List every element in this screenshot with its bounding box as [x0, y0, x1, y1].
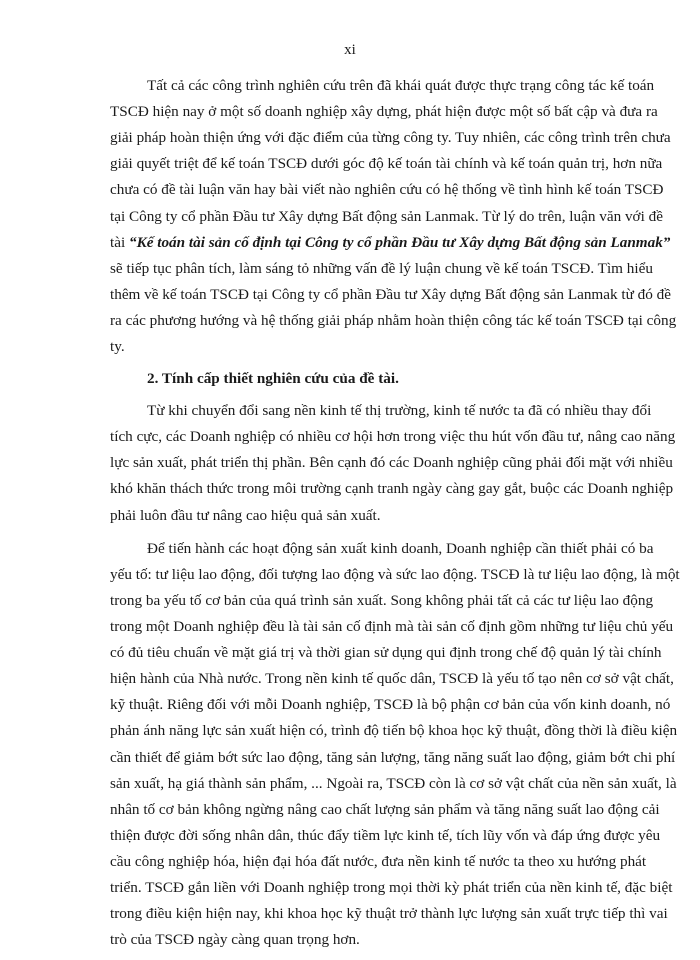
paragraph-3-line: hiện hành của Nhà nước. Trong nền kinh tế quốc dân, TSCĐ là yếu tố tạo nên cơ sở vật chất,	[110, 670, 674, 688]
paragraph-3-line: trong một Doanh nghiệp đều là tài sản cố định mà tài sản cố định gồm những tư liệu chủ yếu	[110, 617, 674, 635]
paragraph-1-line: sẽ tiếp tục phân tích, làm sáng tỏ những vấn đề lý luận chung về kế toán TSCĐ. Tìm hiểu	[110, 259, 653, 277]
paragraph-1-line: Tất cả các công trình nghiên cứu trên đã khái quát được thực trạng công tác kế toán	[147, 77, 655, 94]
paragraph-3-line: nhân tố cơ bản không ngừng nâng cao chất lượng sản phẩm và tăng năng suất lao động cải	[110, 800, 660, 818]
paragraph-1-line: giải quyết triệt để kế toán TSCĐ dưới góc độ kế toán tài chính và kế toán quản trị, hơn nữa	[110, 155, 663, 173]
paragraph-3-line: yếu tố: tư liệu lao động, đối tượng lao động và sức lao động. TSCĐ là tư liệu lao động, là một	[110, 565, 680, 583]
paragraph-3-line: triển. TSCĐ gắn liền với Doanh nghiệp trong mọi thời kỳ phát triển của nền kinh tế, đặc biệt	[110, 879, 673, 897]
paragraph-1-line: tại Công ty cổ phần Đầu tư Xây dựng Bất động sản Lanmak. Từ lý do trên, luận văn với đề	[110, 207, 663, 225]
paragraph-2-line: khó khăn thách thức trong môi trường cạnh tranh ngày càng gay gắt, buộc các Doanh nghiệp	[110, 480, 674, 498]
paragraph-3-line: kỹ thuật. Riêng đối với mỗi Doanh nghiệp, TSCĐ là bộ phận cơ bản của vốn kinh doanh, nó	[110, 696, 671, 714]
paragraph-1-line	[110, 233, 671, 253]
paragraph-3-line: cần thiết để giảm bớt sức lao động, tăng sản lượng, tăng năng suất lao động, giảm bớt chi phí	[110, 748, 676, 766]
section-2-heading: 2. Tính cấp thiết nghiên cứu của đề tài.	[147, 370, 399, 388]
paragraph-3-line: Để tiến hành các hoạt động sản xuất kinh doanh, Doanh nghiệp cần thiết phải có ba	[147, 539, 654, 557]
paragraph-3-line: cầu công nghiệp hóa, hiện đại hóa đất nước, đưa nền kinh tế nước ta theo xu hướng phát	[110, 852, 647, 870]
paragraph-1-line: ty.	[110, 338, 125, 356]
paragraph-1-line: TSCĐ hiện nay ở một số doanh nghiệp xây dựng, phát hiện được một số bất cập và đưa ra	[110, 103, 658, 121]
paragraph-2-line: Từ khi chuyển đổi sang nền kinh tế thị trường, kinh tế nước ta đã có nhiều thay đổi	[147, 402, 652, 420]
paragraph-1-text: tài	[110, 233, 129, 251]
thesis-title: “Kế toán tài sản cố định tại Công ty cổ phần Đầu tư Xây dựng Bất động sản Lanmak”	[128, 233, 671, 251]
paragraph-3-line: trò của TSCĐ ngày càng quan trọng hơn.	[110, 931, 360, 949]
paragraph-3-line: có đủ tiêu chuẩn về mặt giá trị và thời gian sử dụng qui định trong chế độ quản lý tài chính	[110, 644, 662, 662]
paragraph-2-line: lực sản xuất, phát triển thị phần. Bên cạnh đó các Doanh nghiệp cũng phải đối mặt với nhiều	[110, 454, 673, 472]
paragraph-1-line: ra các phương hướng và hệ thống giải pháp nhằm hoàn thiện công tác kế toán TSCĐ tại công	[110, 312, 677, 329]
paragraph-2-line: tích cực, các Doanh nghiệp có nhiều cơ hội hơn trong việc thu hút vốn đầu tư, nâng cao năng	[110, 428, 676, 446]
paragraph-2-line: phải luôn đầu tư nâng cao hiệu quả sản xuất.	[110, 506, 381, 524]
paragraph-3-line: trong điều kiện hiện nay, khi khoa học kỹ thuật trở thành lực lượng sản xuất trực tiếp thì vai	[110, 905, 668, 923]
paragraph-1-line: chưa có đề tài luận văn hay bài viết nào nghiên cứu có hệ thống về tình hình kế toán TSCĐ	[110, 181, 664, 199]
paragraph-3-line: phản ánh năng lực sản xuất hiện có, trình độ tiến bộ khoa học kỹ thuật, đồng thời là điều kiện	[110, 722, 678, 740]
paragraph-3-line: thiện được đời sống nhân dân, thúc đẩy tiềm lực kinh tế, tích lũy vốn và đáp ứng được yêu	[110, 826, 661, 844]
paragraph-3-line: sản xuất, hạ giá thành sản phẩm, ... Ngoài ra, TSCĐ còn là cơ sở vật chất của nền sản xuất, là	[110, 774, 677, 792]
paragraph-3-line: trong ba yếu tố cơ bản của quá trình sản xuất. Song không phải tất cả các tư liệu lao động	[110, 591, 654, 609]
paragraph-1-line: thêm về kế toán TSCĐ tại Công ty cổ phần Đầu tư Xây dựng Bất động sản Lanmak từ đó đề	[110, 285, 671, 303]
page-number: xi	[344, 42, 356, 58]
paragraph-1-line: giải pháp hoàn thiện ứng với đặc điểm của từng công ty. Tuy nhiên, các công trình trên chưa	[110, 129, 671, 147]
